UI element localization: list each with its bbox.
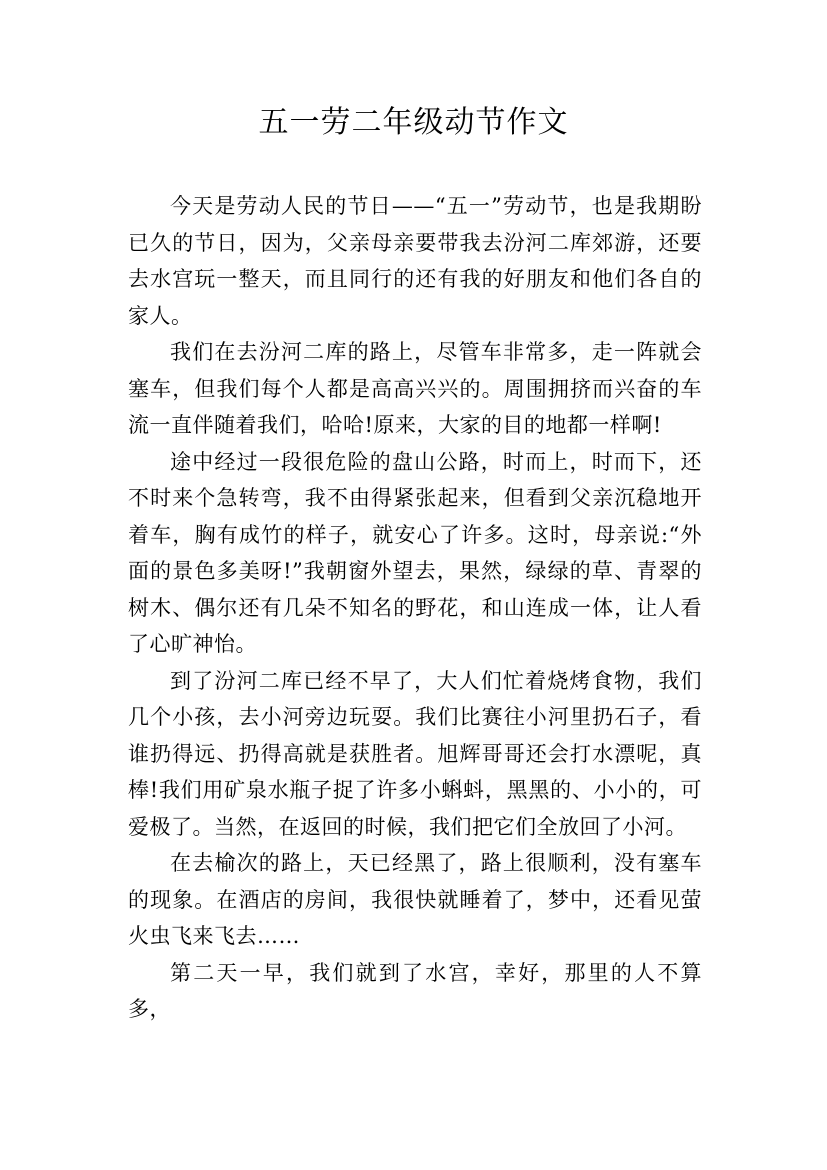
page-title: 五一劳二年级动节作文 bbox=[258, 105, 569, 140]
paragraph-3: 途中经过一段很危险的盘山公路，时而上，时而下，还不时来个急转弯，我不由得紧张起来，但看到父亲沉稳地开着车，胸有成竹的样子，就安心了许多。这时，母亲说:“外面的景色多美呀!”我朝窗外望去，果然，绿绿的草、青翠的树木、偶尔还有几朵不知名的野花，和山连成一体，让人看了心旷神怡。 bbox=[128, 449, 702, 656]
paragraph-1: 今天是劳动人民的节日——“五一”劳动节，也是我期盼已久的节日，因为，父亲母亲要带我去汾河二库郊游，还要去水宫玩一整天，而且同行的还有我的好朋友和他们各自的家人。 bbox=[128, 194, 702, 328]
paragraph-2: 我们在去汾河二库的路上，尽管车非常多，走一阵就会塞车，但我们每个人都是高高兴兴的。周围拥挤而兴奋的车流一直伴随着我们，哈哈!原来，大家的目的地都一样啊! bbox=[128, 340, 702, 437]
paragraph-6: 第二天一早，我们就到了水宫，幸好，那里的人不算多， bbox=[128, 960, 702, 1021]
paragraph-4: 到了汾河二库已经不早了，大人们忙着烧烤食物，我们几个小孩，去小河旁边玩耍。我们比赛往小河里扔石子，看谁扔得远、扔得高就是获胜者。旭辉哥哥还会打水漂呢，真棒!我们用矿泉水瓶子捉了许多小蝌蚪，黑黑的、小小的，可爱极了。当然，在返回的时候，我们把它们全放回了小河。 bbox=[128, 668, 702, 839]
essay-body bbox=[128, 188, 702, 1028]
paragraph-5: 在去榆次的路上，天已经黑了，路上很顺利，没有塞车的现象。在酒店的房间，我很快就睡着了，梦中，还看见萤火虫飞来飞去…… bbox=[128, 851, 702, 948]
